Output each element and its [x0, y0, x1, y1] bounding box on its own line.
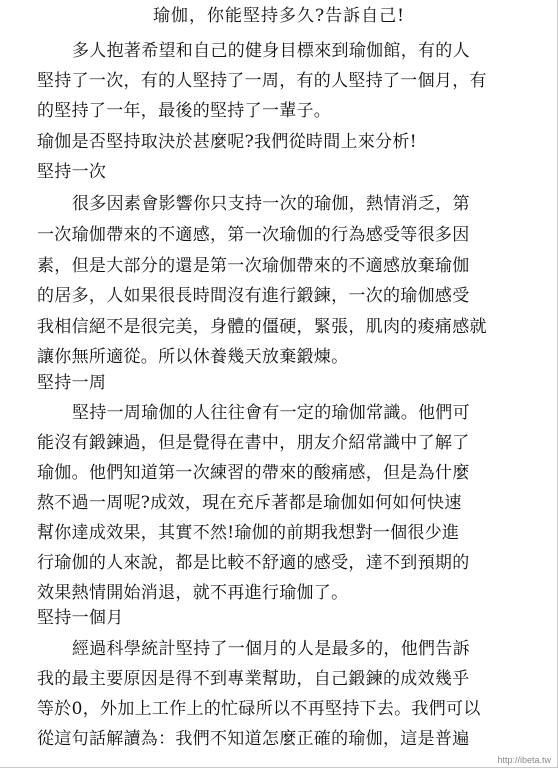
section2-line: 幫你達成效果，其實不然!瑜伽的前期我想對一個很少進 [37, 523, 460, 543]
section2-line: 效果熱情開始消退，就不再進行瑜伽了。 [37, 583, 349, 603]
section-heading-month: 堅持一個月 [37, 608, 124, 628]
section1-line: 讓你無所適從。所以休養幾天放棄鍛煉。 [37, 347, 349, 367]
section3-line: 經過科學統計堅持了一個月的人是最多的，他們告訴 [72, 639, 470, 659]
section2-line: 行瑜伽的人來說，都是比較不舒適的感受，達不到預期的 [37, 553, 470, 573]
watermark-text: http://ibeta.tw [497, 755, 551, 765]
section3-line: 從這句話解讀為：我們不知道怎麼正確的瑜伽，這是普遍 [37, 729, 470, 749]
article-title: 瑜伽，你能堅持多久?告訴自己! [153, 6, 405, 26]
section3-line: 等於0，外加上工作上的忙碌所以不再堅持下去。我們可以 [37, 699, 481, 719]
intro-line: 多人抱著希望和自己的健身目標來到瑜伽館，有的人 [72, 41, 470, 61]
section3-line: 我的最主要原因是得不到專業幫助，自己鍛鍊的成效幾乎 [37, 669, 470, 689]
intro-line: 堅持了一次，有的人堅持了一周，有的人堅持了一個月，有 [37, 71, 487, 91]
section1-line: 素，但是大部分的還是第一次瑜伽帶來的不適感放棄瑜伽 [37, 256, 470, 276]
section2-line: 能沒有鍛鍊過，但是覺得在書中，朋友介紹常識中了解了 [37, 433, 470, 453]
section1-line: 我相信絕不是很完美，身體的僵硬，緊張，肌肉的痠痛感就 [37, 317, 487, 337]
section2-line: 熬不過一周呢?成效，現在充斥著都是瑜伽如何如何快速 [37, 493, 462, 513]
section1-line: 很多因素會影響你只支持一次的瑜伽，熱情消乏，第 [72, 194, 470, 214]
intro-question-line: 瑜伽是否堅持取決於甚麼呢?我們從時間上來分析! [37, 132, 417, 152]
section2-line: 堅持一周瑜伽的人往往會有一定的瑜伽常識。他們可 [72, 403, 470, 423]
section-heading-week: 堅持一周 [37, 373, 107, 393]
section2-line: 瑜伽。他們知道第一次練習的帶來的酸痛感，但是為什麼 [37, 463, 470, 483]
section-heading-once: 堅持一次 [37, 162, 107, 182]
section1-line: 的居多，人如果很長時間沒有進行鍛鍊，一次的瑜伽感受 [37, 286, 470, 306]
intro-line: 的堅持了一年，最後的堅持了一輩子。 [37, 101, 332, 121]
section1-line: 一次瑜伽帶來的不適感，第一次瑜伽的行為感受等很多因 [37, 225, 470, 245]
